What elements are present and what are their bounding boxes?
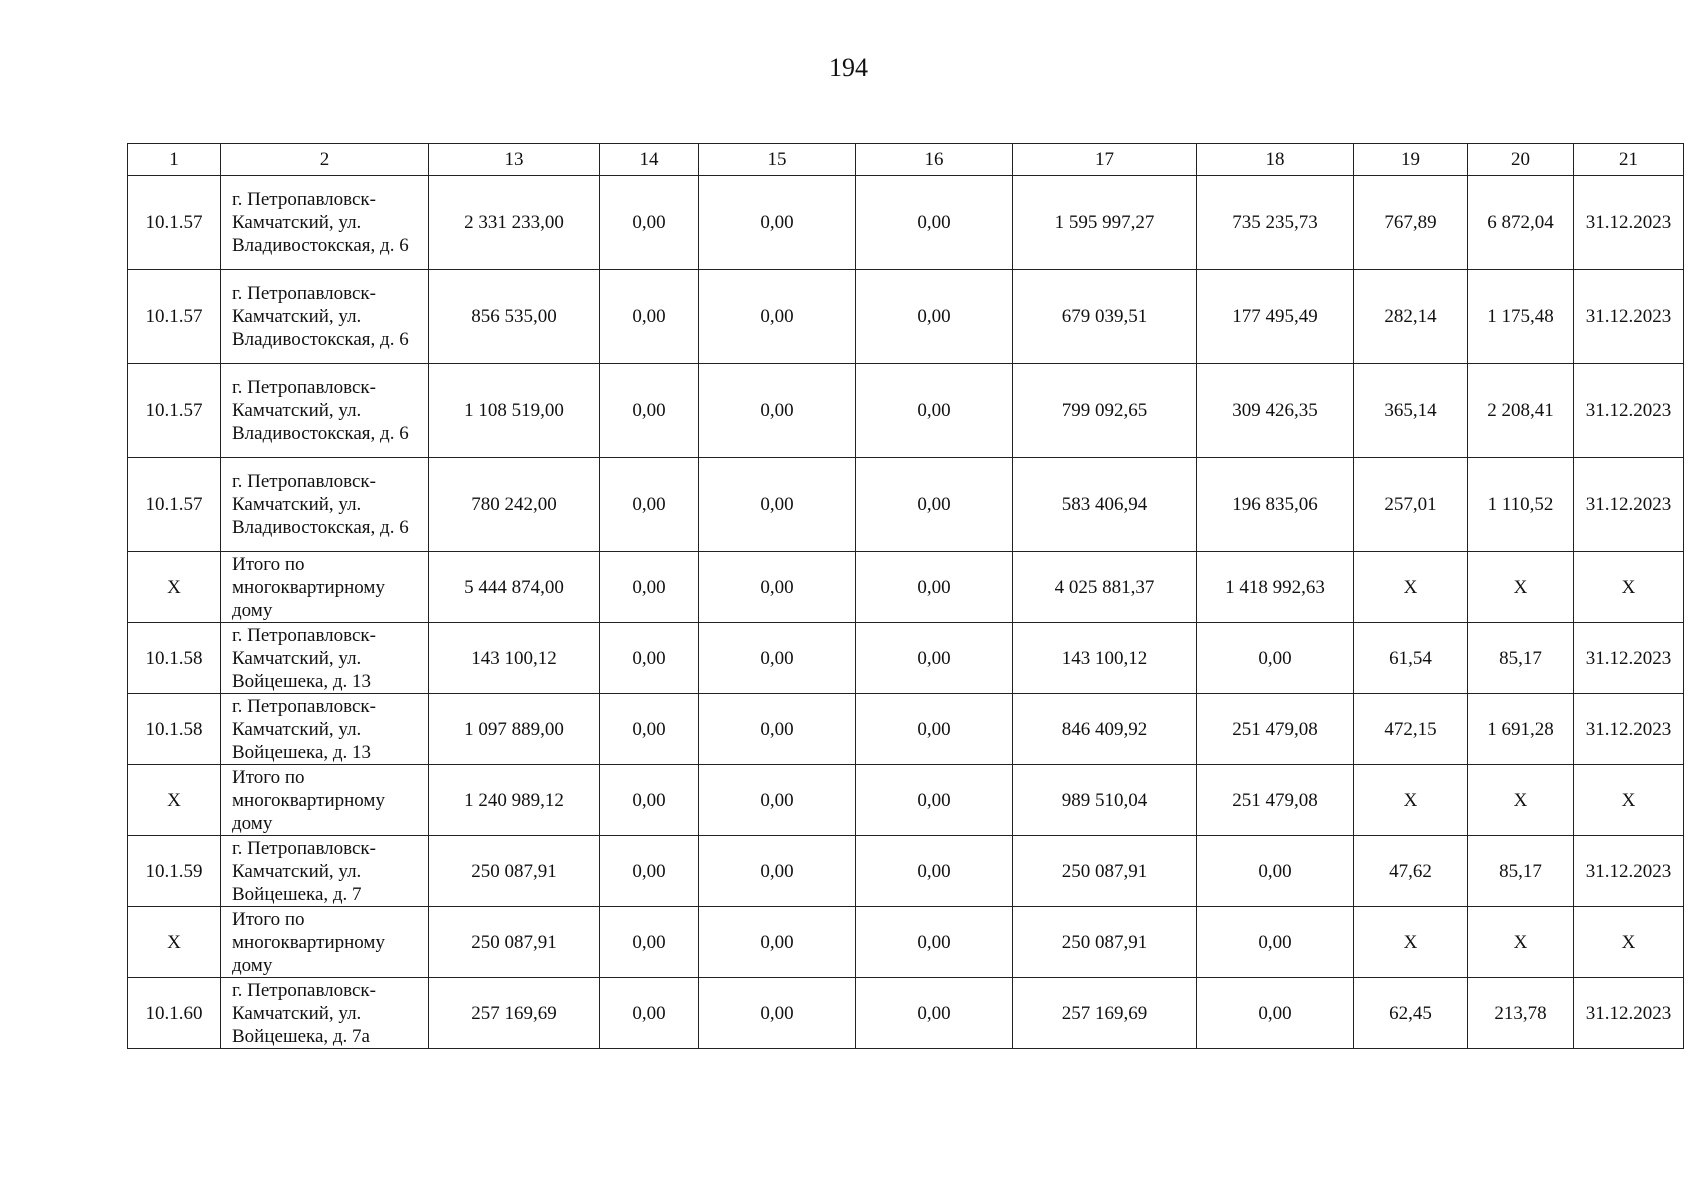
table-cell: 0,00 [699, 176, 856, 270]
table-row [128, 270, 1684, 364]
table-cell: 856 535,00 [429, 270, 600, 364]
table-row [128, 552, 1684, 623]
table-cell: X [1468, 552, 1574, 623]
table-cell: 0,00 [1197, 978, 1354, 1049]
table-cell: 472,15 [1354, 694, 1468, 765]
table-cell: X [1468, 907, 1574, 978]
table-cell: 735 235,73 [1197, 176, 1354, 270]
table-cell: 0,00 [699, 765, 856, 836]
table-cell: г. Петропавловск-Камчатский, ул. Войцешека, д. 13 [221, 694, 429, 765]
table-cell: 250 087,91 [1013, 907, 1197, 978]
table-row [128, 907, 1684, 978]
table-row [128, 176, 1684, 270]
table-cell: 0,00 [600, 907, 699, 978]
table-cell: 6 872,04 [1468, 176, 1574, 270]
table-cell: 250 087,91 [429, 836, 600, 907]
table-row [128, 623, 1684, 694]
column-header: 19 [1354, 144, 1468, 176]
table-cell: 10.1.59 [128, 836, 221, 907]
table-cell: г. Петропавловск-Камчатский, ул. Войцешека, д. 7а [221, 978, 429, 1049]
table-cell: 0,00 [1197, 907, 1354, 978]
column-header: 17 [1013, 144, 1197, 176]
table-cell: 0,00 [600, 765, 699, 836]
table-cell: 0,00 [600, 552, 699, 623]
table-cell: 31.12.2023 [1574, 694, 1684, 765]
table-cell: 0,00 [600, 176, 699, 270]
table-cell: 31.12.2023 [1574, 978, 1684, 1049]
table-cell: 1 110,52 [1468, 458, 1574, 552]
table-cell: 177 495,49 [1197, 270, 1354, 364]
table-cell: 0,00 [856, 694, 1013, 765]
table-row [128, 364, 1684, 458]
table-cell: 31.12.2023 [1574, 176, 1684, 270]
table-cell: 583 406,94 [1013, 458, 1197, 552]
table-cell: 5 444 874,00 [429, 552, 600, 623]
table-cell: X [128, 907, 221, 978]
column-header: 20 [1468, 144, 1574, 176]
table-cell: 309 426,35 [1197, 364, 1354, 458]
table-cell: 61,54 [1354, 623, 1468, 694]
table-cell: 0,00 [699, 458, 856, 552]
table-cell: 31.12.2023 [1574, 623, 1684, 694]
table-cell: 0,00 [856, 458, 1013, 552]
column-header: 18 [1197, 144, 1354, 176]
column-header: 21 [1574, 144, 1684, 176]
table-cell: г. Петропавловск-Камчатский, ул. Владивостокская, д. 6 [221, 364, 429, 458]
table-cell: 679 039,51 [1013, 270, 1197, 364]
header-row [128, 144, 1684, 176]
table-cell: 1 691,28 [1468, 694, 1574, 765]
table-row [128, 836, 1684, 907]
table-cell: г. Петропавловск-Камчатский, ул. Владивостокская, д. 6 [221, 270, 429, 364]
table-cell: 196 835,06 [1197, 458, 1354, 552]
table-cell: 31.12.2023 [1574, 364, 1684, 458]
table-cell: X [128, 552, 221, 623]
table-cell: 0,00 [699, 552, 856, 623]
table-cell: 365,14 [1354, 364, 1468, 458]
table-cell: 0,00 [856, 765, 1013, 836]
table-cell: 1 240 989,12 [429, 765, 600, 836]
column-header: 13 [429, 144, 600, 176]
table-cell: 257 169,69 [1013, 978, 1197, 1049]
table-cell: X [128, 765, 221, 836]
table-cell: 282,14 [1354, 270, 1468, 364]
table-cell: Итого по многоквартирному дому [221, 765, 429, 836]
table-cell: г. Петропавловск-Камчатский, ул. Войцешека, д. 13 [221, 623, 429, 694]
table-cell: Итого по многоквартирному дому [221, 552, 429, 623]
table-cell: 0,00 [699, 907, 856, 978]
table-cell: 62,45 [1354, 978, 1468, 1049]
table-cell: 780 242,00 [429, 458, 600, 552]
table-cell: X [1574, 765, 1684, 836]
table-cell: Итого по многоквартирному дому [221, 907, 429, 978]
table-cell: 0,00 [699, 623, 856, 694]
table-cell: 0,00 [600, 623, 699, 694]
table-cell: 257,01 [1354, 458, 1468, 552]
table-cell: X [1468, 765, 1574, 836]
table-cell: 1 097 889,00 [429, 694, 600, 765]
table-row [128, 694, 1684, 765]
table-cell: 0,00 [699, 694, 856, 765]
table-cell: 0,00 [856, 907, 1013, 978]
table-cell: г. Петропавловск-Камчатский, ул. Владивостокская, д. 6 [221, 176, 429, 270]
table-cell: 0,00 [699, 978, 856, 1049]
table-cell: X [1354, 765, 1468, 836]
table-cell: 767,89 [1354, 176, 1468, 270]
table-cell: 989 510,04 [1013, 765, 1197, 836]
table-cell: X [1574, 907, 1684, 978]
table-row [128, 765, 1684, 836]
table-cell: 0,00 [600, 694, 699, 765]
column-header: 2 [221, 144, 429, 176]
table-cell: 85,17 [1468, 836, 1574, 907]
table-cell: 31.12.2023 [1574, 458, 1684, 552]
table-cell: 0,00 [1197, 623, 1354, 694]
table-cell: 47,62 [1354, 836, 1468, 907]
table-cell: г. Петропавловск-Камчатский, ул. Владивостокская, д. 6 [221, 458, 429, 552]
table-cell: 251 479,08 [1197, 694, 1354, 765]
table-cell: 1 418 992,63 [1197, 552, 1354, 623]
table-cell: 0,00 [600, 270, 699, 364]
table-cell: 143 100,12 [429, 623, 600, 694]
table-cell: 0,00 [699, 364, 856, 458]
table-cell: 0,00 [699, 836, 856, 907]
column-header: 15 [699, 144, 856, 176]
table-cell: 0,00 [856, 552, 1013, 623]
table-cell: 0,00 [600, 978, 699, 1049]
table-cell: X [1574, 552, 1684, 623]
table-cell: 250 087,91 [1013, 836, 1197, 907]
table-cell: 10.1.57 [128, 176, 221, 270]
table-cell: 0,00 [856, 176, 1013, 270]
table-cell: 250 087,91 [429, 907, 600, 978]
table-cell: 4 025 881,37 [1013, 552, 1197, 623]
table-cell: 257 169,69 [429, 978, 600, 1049]
table-cell: 2 331 233,00 [429, 176, 600, 270]
table-cell: 85,17 [1468, 623, 1574, 694]
table-cell: 31.12.2023 [1574, 270, 1684, 364]
table-cell: 251 479,08 [1197, 765, 1354, 836]
table-cell: 0,00 [856, 623, 1013, 694]
table-cell: 10.1.57 [128, 458, 221, 552]
table-cell: 10.1.58 [128, 623, 221, 694]
table-cell: 10.1.58 [128, 694, 221, 765]
table-cell: 10.1.60 [128, 978, 221, 1049]
table-cell: X [1354, 907, 1468, 978]
table-cell: 846 409,92 [1013, 694, 1197, 765]
table-cell: 0,00 [856, 270, 1013, 364]
table-row [128, 978, 1684, 1049]
table-cell: 1 108 519,00 [429, 364, 600, 458]
table-cell: г. Петропавловск-Камчатский, ул. Войцешека, д. 7 [221, 836, 429, 907]
table-cell: 1 595 997,27 [1013, 176, 1197, 270]
table-cell: 143 100,12 [1013, 623, 1197, 694]
table-cell: 0,00 [600, 836, 699, 907]
table-cell: 10.1.57 [128, 364, 221, 458]
table-cell: 10.1.57 [128, 270, 221, 364]
table-cell: 213,78 [1468, 978, 1574, 1049]
table-cell: 0,00 [856, 364, 1013, 458]
table-cell: 0,00 [699, 270, 856, 364]
table-cell: 0,00 [856, 978, 1013, 1049]
table-cell: 31.12.2023 [1574, 836, 1684, 907]
table-cell: 0,00 [1197, 836, 1354, 907]
table-cell: 799 092,65 [1013, 364, 1197, 458]
data-table [127, 143, 1684, 1049]
column-header: 14 [600, 144, 699, 176]
page-number: 194 [829, 53, 868, 82]
table-cell: 0,00 [600, 364, 699, 458]
table-cell: 0,00 [856, 836, 1013, 907]
column-header: 16 [856, 144, 1013, 176]
table-cell: 1 175,48 [1468, 270, 1574, 364]
table-cell: 2 208,41 [1468, 364, 1574, 458]
table-cell: 0,00 [600, 458, 699, 552]
table-row [128, 458, 1684, 552]
table-cell: X [1354, 552, 1468, 623]
column-header: 1 [128, 144, 221, 176]
